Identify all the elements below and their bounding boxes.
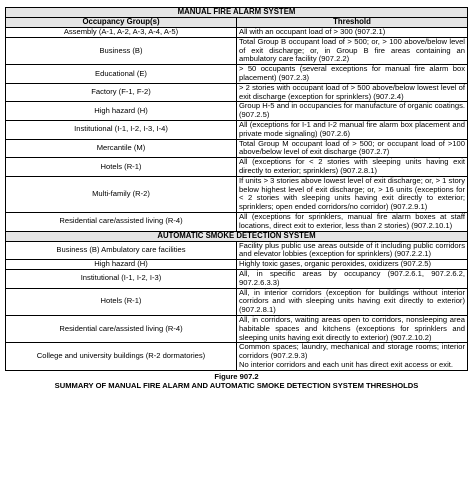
occupancy-group-cell: Hotels (R-1) <box>6 158 237 177</box>
threshold-text: If units > 3 stories above lowest level of exit discharge; or, > 1 story below highest level of exit discharge; or, > 16 units (exceptions for < 2 stories with sleeping units having exit directly to exterior; sprinklers; open ended corridors/no corridor) (907.2.9.1) <box>239 175 465 212</box>
threshold-cell <box>237 176 468 212</box>
threshold-table <box>5 7 468 371</box>
occupancy-group-cell: Institutional (I-1, I-2, I-3, I-4) <box>6 120 237 139</box>
threshold-text: Facility plus public use areas outside of it including public corridors and elevator lobbies (exception for sprinklers) (907.2.2.1) <box>239 240 465 259</box>
occupancy-group-cell: Residential care/assisted living (R-4) <box>6 315 237 342</box>
threshold-cell <box>237 158 468 177</box>
threshold-text: All, in interior corridors (exception for buildings without interior corridors and with sleeping units having exit directly to exterior) (907.2.8.1) <box>239 287 465 315</box>
occupancy-group-cell: Hotels (R-1) <box>6 288 237 315</box>
threshold-cell <box>237 102 468 121</box>
threshold-text: All (exceptions for sprinklers, manual fire alarm boxes at staff locations, direct exit to exterior, less than 2 stories) (907.2.10.1) <box>239 211 465 230</box>
threshold-text: Highly toxic gases, organic peroxides, oxidizers (907.2.5) <box>239 259 432 269</box>
table-row <box>6 139 468 158</box>
threshold-cell <box>237 65 468 84</box>
figure <box>5 7 468 390</box>
table-row <box>6 241 468 260</box>
threshold-text: All, in corridors, waiting areas open to corridors, nonsleeping area habitable spaces and kitchens (exceptions for sprinklers and sleeping units having exit directly to exterior) (907.2.10.2) <box>239 314 465 342</box>
smoke-section-title: AUTOMATIC SMOKE DETECTION SYSTEM <box>6 231 468 241</box>
manual-section-title: MANUAL FIRE ALARM SYSTEM <box>6 8 468 18</box>
occupancy-group-cell: College and university buildings (R-2 dormatories) <box>6 343 237 370</box>
table-row <box>6 65 468 84</box>
table-row <box>6 102 468 121</box>
occupancy-group-cell: Business (B) Ambulatory care facilities <box>6 241 237 260</box>
threshold-text: All (exceptions for I-1 and I-2 manual fire alarm box placement and private mode signaling) (907.2.6) <box>239 119 465 138</box>
table-row <box>6 288 468 315</box>
table-row <box>6 260 468 270</box>
threshold-text: > 2 stories with occupant load of > 500 above/below lowest level of exit discharge (exception for sprinklers) (907.2.4) <box>239 82 465 101</box>
threshold-cell <box>237 139 468 158</box>
column-header-group: Occupancy Group(s) <box>6 18 237 28</box>
table-row <box>6 269 468 288</box>
occupancy-group-cell: Institutional (I-1, I-2, I-3) <box>6 269 237 288</box>
occupancy-group-cell: Assembly (A-1, A-2, A-3, A-4, A-5) <box>6 28 237 38</box>
occupancy-group-cell: Residential care/assisted living (R-4) <box>6 212 237 231</box>
table-row <box>6 37 468 64</box>
table-row <box>6 212 468 231</box>
threshold-text: All with an occupant load of > 300 (907.2.1) <box>239 27 386 36</box>
table-row <box>6 120 468 139</box>
manual-section-title-row <box>6 8 468 18</box>
threshold-cell <box>237 37 468 64</box>
threshold-cell <box>237 83 468 102</box>
threshold-text: Group H-5 and in occupancies for manufacture of organic coatings. (907.2.5) <box>239 101 465 120</box>
threshold-cell <box>237 288 468 315</box>
threshold-cell <box>237 241 468 260</box>
threshold-text: No interior corridors and each unit has direct exit access or exit. <box>239 359 453 369</box>
figure-number: Figure 907.2 <box>214 371 259 381</box>
column-header-threshold: Threshold <box>237 18 468 28</box>
occupancy-group-cell: Educational (E) <box>6 65 237 84</box>
occupancy-group-cell: Mercantile (M) <box>6 139 237 158</box>
table-row <box>6 176 468 212</box>
header-row <box>6 18 468 28</box>
threshold-cell <box>237 343 468 370</box>
occupancy-group-cell: Multi-family (R-2) <box>6 176 237 212</box>
table-row <box>6 28 468 38</box>
occupancy-group-cell: High hazard (H) <box>6 102 237 121</box>
occupancy-group-cell: Business (B) <box>6 37 237 64</box>
table-row <box>6 343 468 370</box>
threshold-cell <box>237 212 468 231</box>
table-row <box>6 315 468 342</box>
threshold-cell <box>237 260 468 270</box>
threshold-text: All, in specific areas by occupancy (907.2.6.1, 907.2.6.2, 907.2.6.3.3) <box>239 268 465 287</box>
table-row <box>6 158 468 177</box>
threshold-cell <box>237 120 468 139</box>
figure-title: SUMMARY OF MANUAL FIRE ALARM AND AUTOMATIC SMOKE DETECTION SYSTEM THRESHOLDS <box>54 380 419 390</box>
occupancy-group-cell: Factory (F-1, F-2) <box>6 83 237 102</box>
threshold-text: > 50 occupants (several exceptions for manual fire alarm box placement) (907.2.3) <box>239 64 465 82</box>
threshold-text: Common spaces; laundry, mechanical and storage rooms; interior corridors (907.2.9.3) <box>239 342 465 361</box>
threshold-text: All (exceptions for < 2 stories with sleeping units having exit directly to exterior; sprinklers) (907.2.8.1) <box>239 157 465 175</box>
figure-caption <box>5 372 468 390</box>
threshold-cell <box>237 28 468 38</box>
threshold-cell <box>237 269 468 288</box>
occupancy-group-cell: High hazard (H) <box>6 260 237 270</box>
table-row <box>6 83 468 102</box>
threshold-text: Total Group B occupant load of > 500; or, > 100 above/below level of exit discharge; or, in Group B fire areas containing an ambulatory care facility (907.2.2) <box>239 36 465 64</box>
threshold-text: Total Group M occupant load of > 500; or occupant load of >100 above/below level of exit discharge (907.2.7) <box>239 138 465 157</box>
threshold-cell <box>237 315 468 342</box>
smoke-section-title-row <box>6 231 468 241</box>
